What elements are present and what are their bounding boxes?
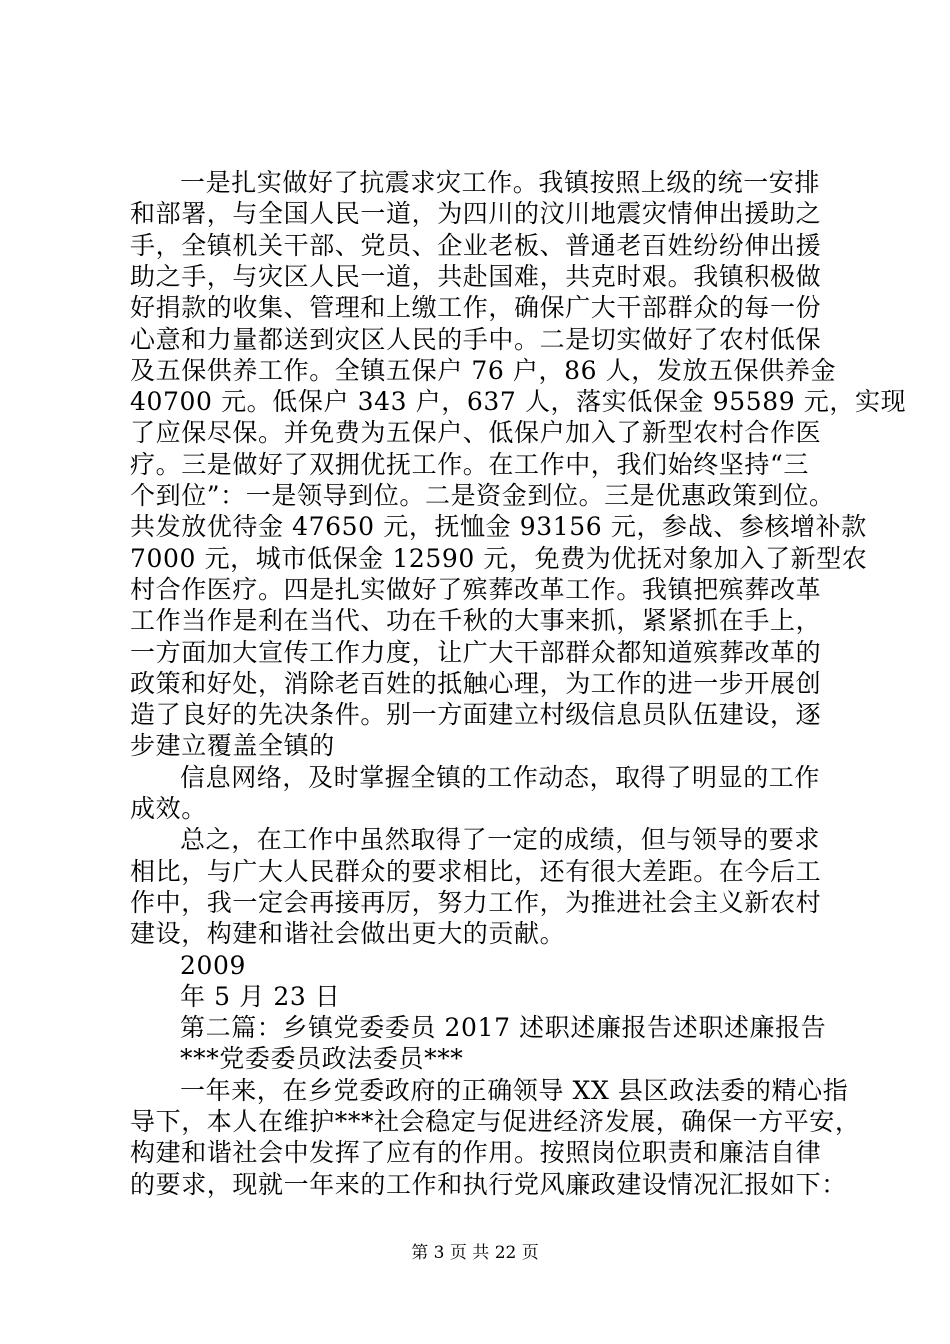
report-author: ***党委委员政法委员*** bbox=[180, 1044, 464, 1073]
paragraph-line: 个到位”：一是领导到位。二是资金到位。三是优惠政策到位。 bbox=[130, 481, 835, 510]
paragraph-line: 一年来，在乡党委政府的正确领导 XX 县区政法委的精心指 bbox=[180, 1076, 849, 1105]
paragraph-line: 手，全镇机关干部、党员、企业老板、普通老百姓纷纷伸出援 bbox=[130, 231, 822, 260]
paragraph-line: 7000 元，城市低保金 12590 元，免费为优抚对象加入了新型农 bbox=[130, 544, 868, 573]
paragraph-line: 助之手，与灾区人民一道，共赴国难，共克时艰。我镇积极做 bbox=[130, 262, 822, 291]
paragraph-line: 村合作医疗。四是扎实做好了殡葬改革工作。我镇把殡葬改革 bbox=[130, 575, 822, 604]
paragraph-line: 共发放优待金 47650 元，抚恤金 93156 元，参战、参核增补款 bbox=[130, 512, 867, 541]
paragraph-line: 成效。 bbox=[130, 794, 207, 823]
paragraph-line: 40700 元。低保户 343 户，637 人，落实低保金 95589 元，实现 bbox=[130, 387, 907, 416]
paragraph-line: 作中，我一定会再接再厉，努力工作，为推进社会主义新农村 bbox=[130, 888, 822, 917]
paragraph-line: 心意和力量都送到灾区人民的手中。二是切实做好了农村低保 bbox=[130, 325, 822, 354]
paragraph-line: 总之，在工作中虽然取得了一定的成绩，但与领导的要求 bbox=[180, 825, 821, 854]
paragraph-line: 导下，本人在维护***社会稳定与促进经济发展，确保一方平安， bbox=[130, 1107, 861, 1136]
paragraph-line: 一是扎实做好了抗震求灾工作。我镇按照上级的统一安排 bbox=[180, 168, 821, 197]
paragraph-line: 造了良好的先决条件。别一方面建立村级信息员队伍建设，逐 bbox=[130, 700, 822, 729]
paragraph-line: 相比，与广大人民群众的要求相比，还有很大差距。在今后工 bbox=[130, 857, 822, 886]
paragraph-line: 好捐款的收集、管理和上缴工作，确保广大干部群众的每一份 bbox=[130, 293, 822, 322]
date-year: 2009 bbox=[180, 951, 247, 980]
paragraph-line: 工作当作是利在当代、功在千秋的大事来抓，紧紧抓在手上， bbox=[130, 606, 822, 635]
paragraph-line: 建设，构建和谐社会做出更大的贡献。 bbox=[130, 919, 566, 948]
paragraph-line: 一方面加大宣传工作力度，让广大干部群众都知道殡葬改革的 bbox=[130, 638, 822, 667]
paragraph-line: 信息网络，及时掌握全镇的工作动态，取得了明显的工作 bbox=[180, 763, 821, 792]
paragraph-line: 疗。三是做好了双拥优抚工作。在工作中，我们始终坚持“三 bbox=[130, 450, 809, 479]
date-month-day: 年 5 月 23 日 bbox=[180, 982, 341, 1011]
paragraph-line: 了应保尽保。并免费为五保户、低保户加入了新型农村合作医 bbox=[130, 418, 822, 447]
paragraph-line-last: 的要求，现就一年来的工作和执行党风廉政建设情况汇报如下： bbox=[130, 1170, 847, 1199]
section-heading: 第二篇：乡镇党委委员 2017 述职述廉报告述职述廉报告 bbox=[180, 1013, 827, 1042]
paragraph-line: 构建和谐社会中发挥了应有的作用。按照岗位职责和廉洁自律 bbox=[130, 1138, 822, 1167]
paragraph-line: 和部署，与全国人民一道，为四川的汶川地震灾情伸出援助之 bbox=[130, 199, 822, 228]
paragraph-line: 步建立覆盖全镇的 bbox=[130, 731, 335, 760]
paragraph-line: 及五保供养工作。全镇五保户 76 户，86 人，发放五保供养金 bbox=[130, 356, 837, 385]
page-footer: 第 3 页 共 22 页 bbox=[411, 1243, 539, 1263]
paragraph-line: 政策和好处，消除老百姓的抵触心理，为工作的进一步开展创 bbox=[130, 669, 822, 698]
